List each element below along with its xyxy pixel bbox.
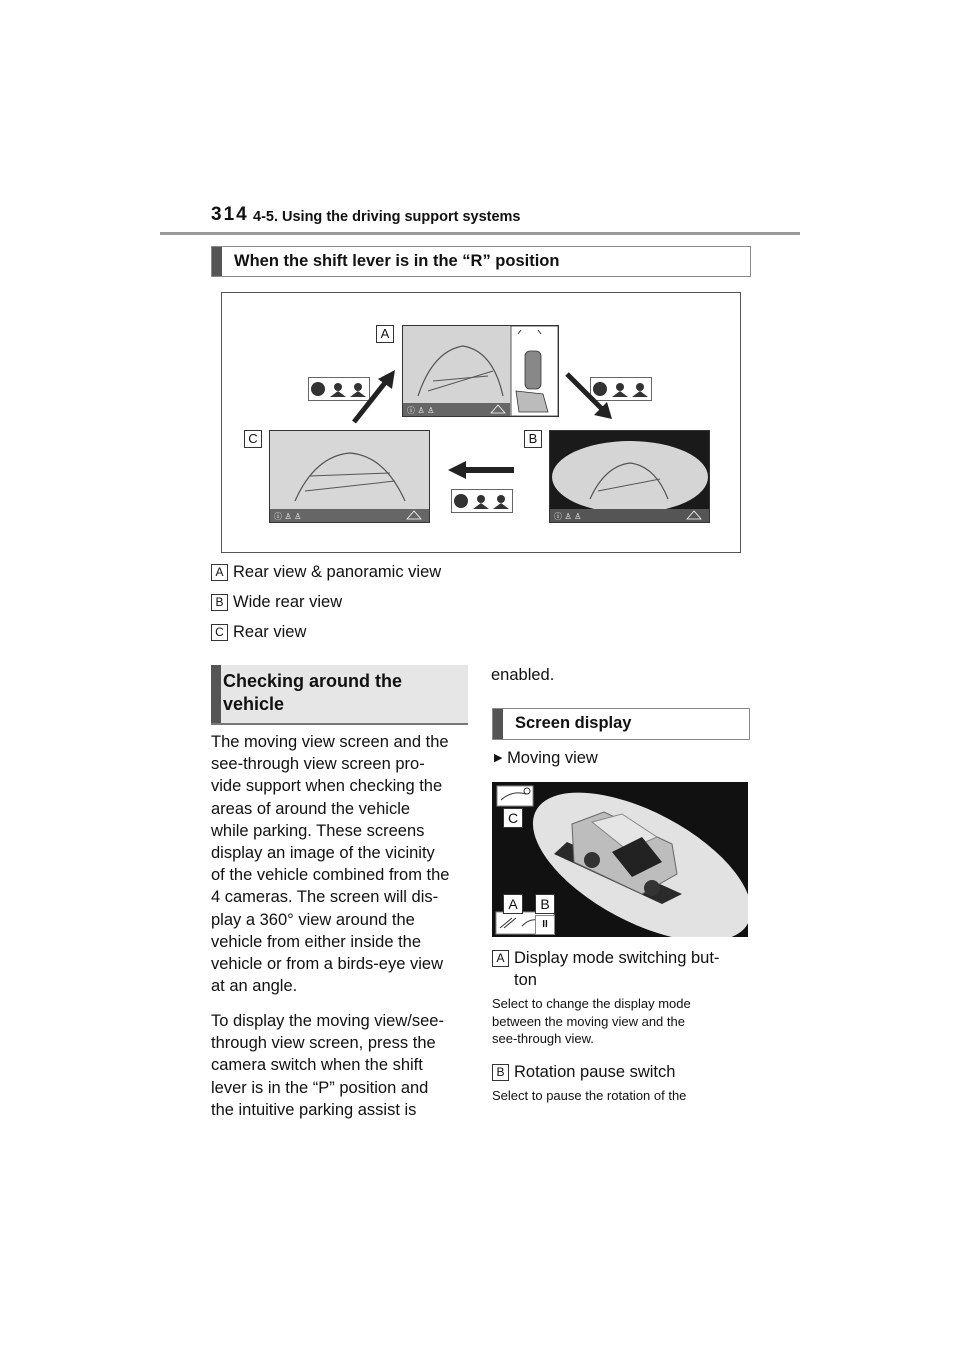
screen-wide-rear [549, 430, 710, 523]
arrow-left-icon [446, 460, 516, 480]
shift-heading-box [211, 246, 751, 277]
moving-view-screen [492, 782, 748, 937]
screen-label-b: B [535, 894, 555, 914]
checking-heading-line2: vehicle [223, 694, 285, 714]
svg-text:ⓘ ♙ ♙: ⓘ ♙ ♙ [554, 512, 582, 521]
legend-item-a: A Rear view & panoramic view [211, 563, 441, 582]
paragraph-moving-view: The moving view screen and the see-through view screen pro- vide support when checking the areas of around the vehicle while parking. These screens display an image of the vicinity of the vehicle combined from the 4 cameras. The screen will dis- play a 360° view around the vehicle from either inside the vehicle or from a birds-eye view at an angle. [211, 733, 450, 996]
triangle-bullet-icon: ▶ [494, 752, 503, 764]
legend-key-c: C [211, 624, 228, 641]
item-b-key: B [492, 1064, 509, 1081]
diagram-label-b: B [524, 430, 542, 448]
diagram-label-c: C [244, 430, 262, 448]
section-title: 4-5. Using the driving support systems [253, 209, 521, 225]
arrow-up-right-icon [350, 367, 400, 427]
screen-b-guidelines [550, 431, 709, 522]
camera-view-diagram [221, 292, 741, 553]
checking-heading-box [211, 665, 468, 725]
item-a-description: Select to change the display mode between the moving view and the see-through view. [492, 996, 691, 1046]
screen-a-guidelines [403, 326, 558, 416]
screen-display-heading: Screen display [515, 714, 632, 732]
screen-c-guidelines [270, 431, 429, 522]
page-number: 314 [211, 204, 249, 225]
legend-key-a: A [211, 564, 228, 581]
legend-item-c: C Rear view [211, 623, 306, 642]
continuation-text: enabled. [491, 666, 555, 684]
heading-bar [212, 247, 222, 276]
shift-heading: When the shift lever is in the “R” position [234, 252, 560, 270]
arrow-down-right-icon [562, 369, 617, 424]
checking-heading-line1: Checking around the [223, 671, 403, 691]
item-a-key: A [492, 950, 509, 967]
svg-text:ⓘ ♙ ♙: ⓘ ♙ ♙ [407, 406, 435, 415]
paragraph-display-instructions: To display the moving view/see- through view screen, press the camera switch when the shift lever is in the “P” position and the intuitive parking assist is [211, 1012, 444, 1119]
heading-bar [493, 709, 503, 739]
svg-text:ⓘ ♙ ♙: ⓘ ♙ ♙ [274, 512, 302, 521]
screen-rear [269, 430, 430, 523]
screen-label-a: A [503, 894, 523, 914]
screen-display-heading-box [492, 708, 750, 740]
moving-view-illustration [492, 782, 748, 937]
pause-button[interactable]: II [535, 915, 555, 935]
header-rule [160, 232, 800, 235]
item-a-title: A Display mode switching but- ton [492, 947, 752, 991]
legend-item-b: B Wide rear view [211, 593, 342, 612]
heading-bar [211, 665, 221, 723]
camera-switch-icons-middle [451, 489, 513, 513]
bullet-moving-view: ▶ Moving view [494, 749, 598, 767]
item-b-title: B Rotation pause switch [492, 1061, 752, 1083]
screen-rear-panoramic [402, 325, 559, 417]
legend-key-b: B [211, 594, 228, 611]
diagram-label-a: A [376, 325, 394, 343]
screen-label-c: C [503, 808, 523, 828]
item-b-description: Select to pause the rotation of the [492, 1088, 687, 1103]
